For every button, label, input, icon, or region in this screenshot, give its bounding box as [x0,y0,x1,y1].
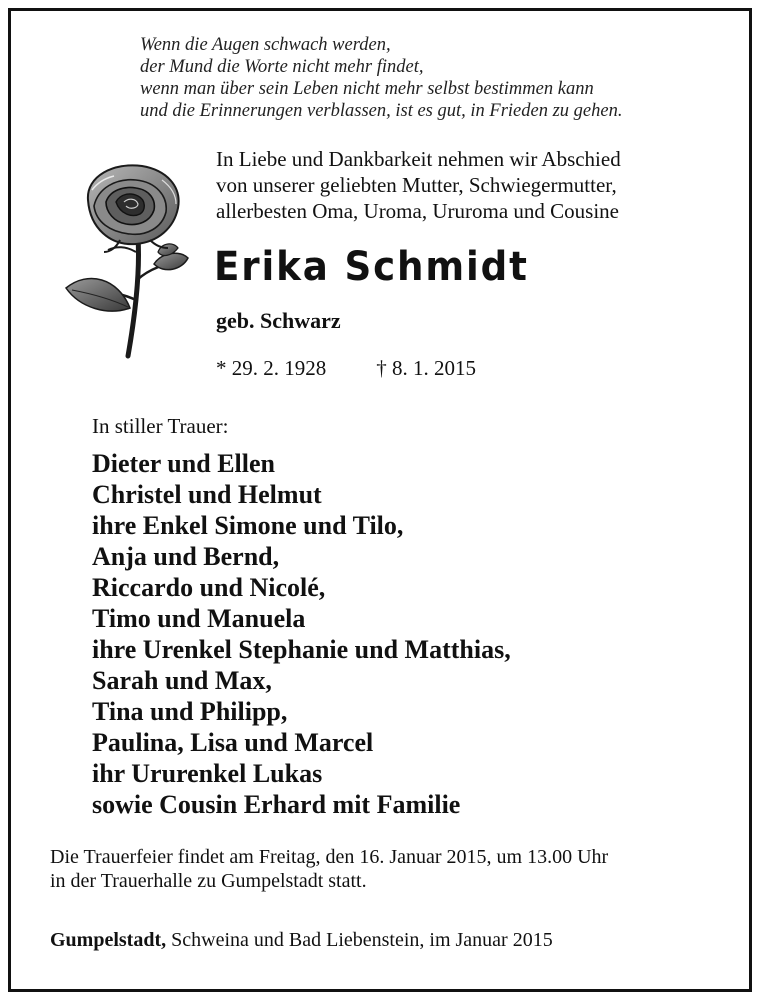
mourner-line: sowie Cousin Erhard mit Familie [92,790,461,819]
mourner-line: Christel und Helmut [92,480,322,509]
mourning-label: In stiller Trauer: [92,414,229,438]
poem-line: und die Erinnerungen verblassen, ist es gut, in Frieden zu gehen. [140,101,623,121]
birth-name: geb. Schwarz [216,308,341,333]
funeral-service-info [50,845,608,893]
death-date: † 8. 1. 2015 [376,356,476,380]
intro-line: In Liebe und Dankbarkeit nehmen wir Abschied [216,147,621,171]
poem-line: der Mund die Worte nicht mehr findet, [140,57,424,77]
poem-line: Wenn die Augen schwach werden, [140,35,391,55]
mourner-line: Riccardo und Nicolé, [92,573,326,602]
mourner-line: ihre Enkel Simone und Tilo, [92,511,404,540]
service-line: Die Trauerfeier findet am Freitag, den 16. Januar 2015, um 13.00 Uhr [50,846,609,868]
place-town: Gumpelstadt, [50,929,167,951]
mourner-line: Tina und Philipp, [92,697,288,726]
poem-line: wenn man über sein Leben nicht mehr selbst bestimmen kann [140,79,594,99]
mourner-line: Timo und Manuela [92,604,306,633]
service-line: in der Trauerhalle zu Gumpelstadt statt. [50,870,367,892]
mourner-line: ihr Ururenkel Lukas [92,759,323,788]
intro-line: allerbesten Oma, Uroma, Ururoma und Cousine [216,199,619,223]
mourner-line: Dieter und Ellen [92,449,275,478]
poem [140,34,622,122]
mourners-list [92,448,511,820]
mourner-line: Anja und Bernd, [92,542,280,571]
rose-icon [58,160,198,370]
mourner-line: Sarah und Max, [92,666,272,695]
life-dates [216,356,476,381]
place-rest: Schweina und Bad Liebenstein, im Januar 2015 [166,929,553,951]
place-and-date [50,929,553,952]
mourner-line: Paulina, Lisa und Marcel [92,728,374,757]
birth-date: * 29. 2. 1928 [216,356,327,380]
intro-line: von unserer geliebten Mutter, Schwiegermutter, [216,173,617,197]
mourner-line: ihre Urenkel Stephanie und Matthias, [92,635,511,664]
deceased-name: Erika Schmidt [214,244,529,290]
intro-text [216,146,621,224]
